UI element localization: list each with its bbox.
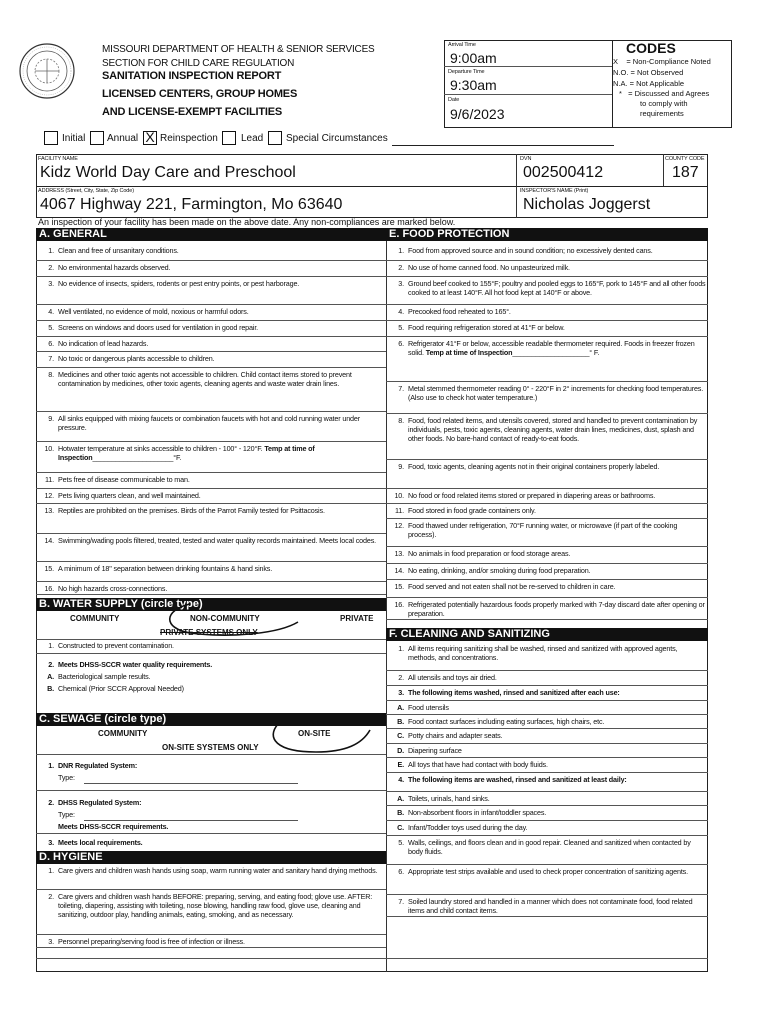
cleaning-item-number: 3. [398,688,404,697]
cleaning-item-number: 1. [398,644,404,653]
cleaning-row-divider [386,728,708,729]
cleaning-row-divider [386,685,708,686]
food-item [386,549,706,558]
departure-time-label: Departure Time [448,69,485,75]
sewage-onsite-option[interactable]: ON-SITE [298,729,331,738]
general-row-divider [36,411,386,412]
general-item-text: All sinks equipped with mixing faucets or combination faucets with hot and cold running water under pressure. [58,414,360,432]
general-item-text: Screens on windows and doors used for ventilation in good repair. [58,323,259,332]
general-item-number: 11. [44,475,54,484]
food-item [386,566,706,575]
food-item [386,323,706,332]
food-item-text: Refrigerated potentially hazardous foods properly marked with 7-day discard date after opening or preparation. [408,600,705,618]
food-item-text: Food served and not eaten shall not be re-served to children in care. [408,582,616,591]
section-a-heading: A. GENERAL [36,228,386,241]
water-community-option[interactable]: COMMUNITY [70,614,120,623]
food-row-divider [386,579,708,580]
cleaning-row-divider [386,700,708,701]
food-item-text: Food, toxic agents, cleaning agents not in their original containers properly labeled. [408,462,660,471]
food-item [386,263,706,272]
departure-time-field[interactable]: 9:30am [450,77,497,93]
general-item-number: 5. [48,323,54,332]
cleaning-item [386,688,706,697]
general-row-divider [36,594,386,595]
annual-checkbox[interactable] [90,131,104,145]
cleaning-item-text: All items requiring sanitizing shall be washed, rinsed and sanitized with approved agents, methods, and concentrations. [408,644,678,662]
reinspection-checkbox[interactable] [143,131,157,145]
general-row-divider [36,320,386,321]
reinspection-label: Reinspection [160,133,218,144]
general-item [36,475,384,484]
section-d-heading: D. HYGIENE [36,851,386,864]
water-noncommunity-option[interactable]: NON-COMMUNITY [190,614,260,623]
cleaning-item [386,794,706,803]
general-item-text: No high hazards cross-connections. [58,584,168,593]
hygiene-item-text: Care givers and children wash hands BEFORE: preparing, serving, and eating food; glove use. AFTER: toileting, diapering, assisting with toileting, nose blowing, handling raw food, glove use, cleaning and sanitizing, outdoor play, handling animals, eating, smoking, and as necessary. [58,892,373,919]
food-item [386,279,706,297]
hygiene-item-number: 1. [48,866,54,875]
food-item-number: 5. [398,323,404,332]
cleaning-item [386,897,706,915]
food-row-divider [386,276,708,277]
general-item-text: Reptiles are prohibited on the premises. Birds of the Parrot Family tested for Psittacosis. [58,506,325,515]
cleaning-item [386,775,706,784]
cleaning-row-divider [386,791,708,792]
food-item-text: No animals in food preparation or food storage areas. [408,549,571,558]
sewage-type-2-line[interactable] [84,820,298,821]
cleaning-item [386,808,706,817]
general-item-number: 12. [44,491,54,500]
food-item-text: Ground beef cooked to 155°F; poultry and pooled eggs to 165°F, pork to 145°F and all other foods cooked to at least 140°F. All hot food kept at 140°F or above. [408,279,706,297]
cleaning-item-text: All utensils and toys air dried. [408,673,497,682]
general-item-number: 8. [48,370,54,379]
cleaning-item-number: B. [397,808,404,817]
lead-label: Lead [241,133,264,144]
food-item-text: Metal stemmed thermometer reading 0° - 220°F in 2° increments for checking food temperatures. (Also use to check hot water temperature.) [408,384,704,402]
general-temp-label: Temp at time of Inspection [58,444,315,462]
general-item-text: Medicines and other toxic agents not accessible to children. Child contact items stored to prevent contamination by medicines, other toxic agents, cleaning agents and waste water drain lines. [58,370,352,388]
general-row-divider [36,351,386,352]
food-row-divider [386,413,708,414]
food-item-number: 9. [398,462,404,471]
hygiene-row-divider [36,947,386,948]
report-subtitle-1: LICENSED CENTERS, GROUP HOMES [102,88,298,100]
lead-checkbox[interactable] [222,131,236,145]
cleaning-item-number: B. [397,717,404,726]
cleaning-item [386,867,706,885]
hygiene-row-divider [36,889,386,890]
food-row-divider [386,381,708,382]
cleaning-item-text: Non-absorbent floors in infant/toddler spaces. [408,808,547,817]
food-item-number: 10. [394,491,404,500]
food-item [386,416,706,443]
general-item-text: Clean and free of unsanitary conditions. [58,246,179,255]
general-item-number: 14. [44,536,54,545]
general-item-text: Well ventilated, no evidence of mold, noxious or harmful odors. [58,307,249,316]
general-item-text: Hotwater temperature at sinks accessible to children - 100° - 120°F. Temp at time of Inspection_____________________°F. [58,444,315,462]
inspector-name-field[interactable]: Nicholas Joggerst [523,196,651,213]
food-row-divider [386,336,708,337]
general-item [36,354,384,363]
cleaning-item-number: A. [397,703,404,712]
general-item [36,279,384,288]
food-item-number: 13. [394,549,404,558]
general-item [36,491,384,500]
food-item-number: 6. [398,339,404,348]
general-item [36,263,384,272]
food-item-text: Food stored in food grade containers only. [408,506,536,515]
reinspection-check-mark: X [145,129,155,145]
cleaning-item-text: Food contact surfaces including eating surfaces, high chairs, etc. [408,717,605,726]
general-row-divider [36,561,386,562]
food-item-number: 1. [398,246,404,255]
section-e-heading: E. FOOD PROTECTION [386,228,708,241]
date-label: Date [448,97,460,103]
code-not-observed: N.O. = Not Observed [613,68,684,77]
general-item-number: 9. [48,414,54,423]
initial-checkbox[interactable] [44,131,58,145]
cleaning-item-text: Walls, ceilings, and floors clean and in good repair. Cleaned and sanitized when contacted by body fluids. [408,838,691,856]
onsite-systems-only-label: ON-SITE SYSTEMS ONLY [162,743,259,752]
general-item [36,506,384,524]
arrival-time-label: Arrival Time [448,42,476,48]
hygiene-item-number: 3. [48,937,54,946]
general-item-text: Swimming/wading pools filtered, treated, tested and water quality records maintained. Meets local codes. [58,536,376,545]
general-item-text: Pets free of disease communicable to man. [58,475,190,484]
cleaning-item-number: 6. [398,867,404,876]
general-row-divider [36,336,386,337]
hygiene-item [36,866,384,884]
cleaning-item-number: C. [397,823,404,832]
section-c-heading: C. SEWAGE (circle type) [36,713,386,726]
section-f-heading: F. CLEANING AND SANITIZING [386,628,708,641]
sewage-type-1-line[interactable] [84,783,298,784]
food-item-number: 2. [398,263,404,272]
food-item-number: 11. [394,506,404,515]
food-item [386,506,706,515]
food-item-text: Refrigerator 41°F or below, accessible readable thermometer required. Foods in freezer frozen solid. Temp at time of Inspection____________________° F. [408,339,695,357]
general-item-number: 7. [48,354,54,363]
address-field[interactable]: 4067 Highway 221, Farmington, Mo 63640 [40,196,343,213]
general-item [36,584,384,593]
general-item-number: 16. [44,584,54,593]
cleaning-item-text: Appropriate test strips available and used to check proper concentration of sanitizing agents. [408,867,688,876]
cleaning-item-number: D. [397,746,404,755]
cleaning-row-divider [386,916,708,917]
inspector-name-label: INSPECTOR'S NAME (Print) [520,188,589,194]
cleaning-item-number: 2. [398,673,404,682]
general-row-divider [36,260,386,261]
hygiene-item-text: Care givers and children wash hands using soap, warm running water and sanitary hand drying methods. [58,866,378,875]
general-row-divider [36,533,386,534]
cleaning-item-text: The following items washed, rinsed and sanitized after each use: [408,688,620,697]
general-item-number: 2. [48,263,54,272]
food-item-text: Precooked food reheated to 165°. [408,307,511,316]
section-b-heading: B. WATER SUPPLY (circle type) [36,598,386,611]
hygiene-item [36,892,384,928]
general-row-divider [36,276,386,277]
cleaning-item-number: A. [397,794,404,803]
general-item [36,370,384,397]
food-item-number: 4. [398,307,404,316]
food-row-divider [386,320,708,321]
food-item [386,339,706,366]
food-item [386,521,706,539]
inspection-notice: An inspection of your facility has been made on the above date. Any non-compliances are marked below. [38,217,456,227]
cleaning-item [386,823,706,832]
cleaning-item [386,673,706,682]
food-item [386,384,706,402]
general-row-divider [36,581,386,582]
food-row-divider [386,260,708,261]
cleaning-item-number: E. [397,760,404,769]
food-item-number: 16. [394,600,404,609]
food-row-divider [386,597,708,598]
food-row-divider [386,304,708,305]
cleaning-item-number: 4. [398,775,404,784]
cleaning-item-text: All toys that have had contact with body fluids. [408,760,548,769]
sewage-type-circle [266,720,376,756]
general-item-number: 10. [44,444,54,453]
hygiene-item [36,937,384,946]
hygiene-row-divider [36,934,386,935]
food-item [386,246,706,255]
general-item-text: Pets living quarters clean, and well maintained. [58,491,201,500]
dvn-label: DVN [520,156,532,162]
cleaning-item-text: Toilets, urinals, hand sinks. [408,794,490,803]
arrival-time-field[interactable]: 9:00am [450,50,497,66]
cleaning-item [386,644,706,662]
cleaning-item [386,838,706,856]
cleaning-row-divider [386,714,708,715]
food-item-text: No food or food related items stored or prepared in diapering areas or bathrooms. [408,491,656,500]
report-subtitle-2: AND LICENSE-EXEMPT FACILITIES [102,106,282,118]
cleaning-row-divider [386,757,708,758]
general-item-text: No toxic or dangerous plants accessible to children. [58,354,215,363]
food-row-divider [386,619,708,620]
special-circumstances-checkbox[interactable] [268,131,282,145]
general-item [36,307,384,316]
hygiene-item-number: 2. [48,892,54,901]
cleaning-row-divider [386,772,708,773]
general-item [36,339,384,348]
general-row-divider [36,441,386,442]
general-item-number: 6. [48,339,54,348]
general-item-number: 13. [44,506,54,515]
code-not-applicable: N.A. = Not Applicable [613,79,685,88]
general-item-number: 15. [44,564,54,573]
cleaning-item-number: C. [397,731,404,740]
general-temp-field[interactable]: _____________________°F. [92,453,182,462]
food-row-divider [386,488,708,489]
hygiene-item-text: Personnel preparing/serving food is free of infection or illness. [58,937,245,946]
cleaning-row-divider [386,835,708,836]
food-item-text: No eating, drinking, and/or smoking during food preparation. [408,566,591,575]
general-item-text: A minimum of 18" separation between drinking fountains & hand sinks. [58,564,273,573]
cleaning-item-number: 7. [398,897,404,906]
food-item [386,307,706,316]
general-item-number: 4. [48,307,54,316]
food-temp-label: Temp at time of Inspection [423,348,513,357]
county-code-label: COUNTY CODE [665,156,705,162]
annual-label: Annual [107,133,139,144]
water-private-option[interactable]: PRIVATE [340,614,374,623]
facility-name-label: FACILITY NAME [38,156,78,162]
food-row-divider [386,503,708,504]
facility-name-field[interactable]: Kidz World Day Care and Preschool [40,164,296,181]
cleaning-item-text: Soiled laundry stored and handled in a manner which does not contaminate food, food related items and child contact items. [408,897,693,915]
general-item [36,323,384,332]
special-circumstances-label: Special Circumstances [286,133,388,144]
code-discussed-2: to comply with [640,99,688,108]
general-row-divider [36,503,386,504]
cleaning-row-divider [386,670,708,671]
general-row-divider [36,472,386,473]
food-row-divider [386,459,708,460]
food-item-text: Food requiring refrigeration stored at 41°F or below. [408,323,565,332]
general-row-divider [36,488,386,489]
general-item [36,444,384,462]
general-item-number: 1. [48,246,54,255]
codes-title: CODES [626,40,676,56]
food-temp-field[interactable]: ____________________° F. [512,348,600,357]
food-item-text: Food from approved source and in sound condition; no excessively dented cans. [408,246,653,255]
general-item-number: 3. [48,279,54,288]
cleaning-item-text: Potty chairs and adapter seats. [408,731,503,740]
section-name: SECTION FOR CHILD CARE REGULATION [102,58,295,69]
cleaning-item [386,760,706,769]
food-item-number: 14. [394,566,404,575]
cleaning-item-text: The following items are washed, rinsed and sanitized at least daily: [408,775,627,784]
general-item [36,564,384,573]
cleaning-row-divider [386,820,708,821]
state-seal-logo [18,42,76,100]
sewage-community-option[interactable]: COMMUNITY [98,729,148,738]
cleaning-row-divider [386,864,708,865]
cleaning-item [386,746,706,755]
general-item-text: No evidence of insects, spiders, rodents or pest entry points, or pest harborage. [58,279,300,288]
cleaning-item [386,717,706,726]
cleaning-item [386,731,706,740]
food-item-text: Food, food related items, and utensils covered, stored and handled to prevent contamination by individuals, pests, toxic agents, cleaning agents, water drain lines, medicines, dust, splash and other foods. No bare-hand contact of ready-to-eat foods. [408,416,698,443]
general-row-divider [36,304,386,305]
food-item-number: 12. [394,521,404,530]
food-row-divider [386,546,708,547]
code-discussed-3: requirements [640,109,684,118]
cleaning-row-divider [386,894,708,895]
cleaning-item [386,703,706,712]
food-item [386,491,706,500]
cleaning-item-number: 5. [398,838,404,847]
food-item-number: 7. [398,384,404,393]
cleaning-item-text: Food utensils [408,703,449,712]
agency-name: MISSOURI DEPARTMENT OF HEALTH & SENIOR SERVICES [102,44,375,55]
address-label: ADDRESS (Street, City, State, Zip Code) [38,188,134,194]
code-discussed: * = Discussed and Agrees [619,89,710,98]
general-item [36,414,384,432]
private-systems-only-label: PRIVATE SYSTEMS ONLY [160,628,258,637]
initial-label: Initial [62,133,86,144]
county-code-field[interactable]: 187 [672,164,699,181]
code-noncompliance: X = Non-Compliance Noted [613,57,711,66]
cleaning-row-divider [386,743,708,744]
food-item-text: No use of home canned food. No unpasteurized milk. [408,263,570,272]
food-item-number: 15. [394,582,404,591]
special-circumstances-line[interactable] [392,145,614,146]
general-item [36,536,384,554]
report-title: SANITATION INSPECTION REPORT [102,70,282,82]
food-item-number: 8. [398,416,404,425]
date-field[interactable]: 9/6/2023 [450,106,505,122]
general-item [36,246,384,255]
dvn-field[interactable]: 002500412 [523,164,604,181]
general-item-text: No environmental hazards observed. [58,263,171,272]
general-row-divider [36,367,386,368]
cleaning-item-text: Diapering surface [408,746,462,755]
food-item [386,462,706,480]
cleaning-item-text: Infant/Toddler toys used during the day. [408,823,528,832]
food-row-divider [386,518,708,519]
cleaning-row-divider [386,805,708,806]
food-item-number: 3. [398,279,404,288]
general-item-text: No indication of lead hazards. [58,339,149,348]
food-item-text: Food thawed under refrigeration, 70°F running water, or microwave (if part of the cooking process). [408,521,678,539]
food-item [386,582,706,591]
food-item [386,600,706,618]
food-row-divider [386,563,708,564]
